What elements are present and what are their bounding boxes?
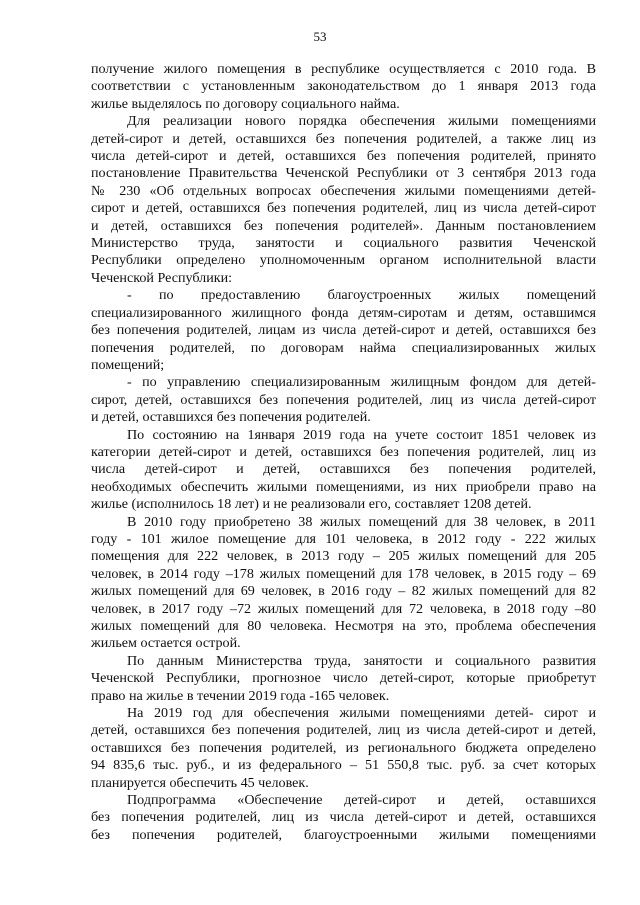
text-line: категории детей-сирот и детей, оставшихся без попечения родителей, лиц из [91, 443, 596, 460]
text-line: 94 835,6 тыс. руб., и из федерального – 51 550,8 тыс. руб. за счет которых [91, 757, 596, 774]
text-line: жилье (исполнилось 18 лет) и не реализовали его, составляет 1208 детей. [91, 496, 532, 513]
text-line: сирот, детей, оставшихся без попечения родителей, лиц из числа детей-сирот [91, 391, 596, 408]
text-line: попечения родителей, по договорам найма специализированных жилых [91, 339, 596, 356]
text-line: помещений; [91, 356, 165, 373]
text-line: числа детей-сирот и детей, оставшихся без попечения родителей, [91, 461, 596, 478]
text-line: постановление Правительства Чеченской Республики от 3 сентября 2013 года [91, 165, 596, 182]
text-line: Министерство труда, занятости и социального развития Чеченской [91, 235, 596, 252]
text-line: без попечения родителей, лиц из числа детей-сирот и детей, оставшихся [91, 809, 596, 826]
paragraph [91, 705, 596, 792]
text-line: оставшихся без попечения родителей, из регионального бюджета определено [91, 739, 596, 756]
text-line: специализированного жилищного фонда детям-сиротам и детям, оставшимся [91, 304, 596, 321]
text-line: В 2010 году приобретено 38 жилых помещений для 38 человек, в 2011 [127, 513, 596, 530]
text-line: человек, в 2014 году –178 жилых помещений для 178 человек, в 2015 году – 69 [91, 565, 596, 582]
document-body [91, 61, 596, 844]
text-line: жилых помещений для 69 человек, в 2016 году – 82 жилых помещений для 82 [91, 583, 596, 600]
text-line: № 230 «Об отдельных вопросах обеспечения жилыми помещениями детей- [91, 182, 596, 199]
text-line: помещения для 222 человек, в 2013 году – 205 жилых помещений для 205 [91, 548, 596, 565]
text-line: и детей, оставшихся без попечения родителей. [91, 409, 371, 426]
text-line: соответствии с установленным законодательством до 1 января 2013 года [91, 78, 596, 95]
paragraph [91, 113, 596, 287]
text-line: получение жилого помещения в республике осуществляется с 2010 года. В [91, 61, 596, 77]
text-line: детей, оставшихся без попечения родителей, лиц из числа детей-сирот и детей, [91, 722, 596, 739]
text-line: планируется обеспечить 45 человек. [91, 774, 309, 791]
text-line: жильем остается острой. [91, 635, 241, 652]
text-line: году - 101 жилое помещение для 101 человека, в 2012 году - 222 жилых [91, 530, 596, 547]
text-line: человек, в 2017 году –72 жилых помещений для 72 человека, в 2018 году –80 [91, 600, 596, 617]
paragraph [91, 653, 596, 705]
paragraph [91, 374, 596, 426]
text-line: Подпрограмма «Обеспечение детей-сирот и детей, оставшихся [127, 792, 596, 809]
paragraph [91, 514, 596, 653]
text-line: По данным Министерства труда, занятости и социального развития [127, 652, 596, 669]
text-line: На 2019 год для обеспечения жилыми помещениями детей- сирот и [127, 705, 596, 722]
text-line: Республики определено уполномоченным органом исполнительной власти [91, 252, 596, 269]
text-line: жилых помещений для 80 человека. Несмотря на это, проблема обеспечения [91, 618, 596, 634]
text-line: - по предоставлению благоустроенных жилых помещений [127, 287, 596, 304]
text-line: По состоянию на 1января 2019 года на учете состоит 1851 человек из [127, 426, 596, 443]
text-line: жилье выделялось по договору социального найма. [91, 95, 400, 112]
text-line: и детей, оставшихся без попечения родителей». Данным постановлением [91, 217, 596, 234]
text-line: необходимых обеспечить жилыми помещениями, из них приобрели право на [91, 478, 596, 495]
paragraph [91, 792, 596, 844]
text-line: сирот и детей, оставшихся без попечения родителей, лиц из числа детей-сирот [91, 200, 596, 217]
text-line: без попечения родителей, благоустроенными жилыми помещениями [91, 826, 596, 843]
paragraph [91, 61, 596, 113]
text-line: Чеченской Республики: [91, 269, 233, 286]
paragraph [91, 427, 596, 514]
text-line: право на жилье в течении 2019 года -165 человек. [91, 687, 390, 704]
page-number: 53 [313, 29, 327, 44]
text-line: Чеченской Республики, прогнозное число детей-сирот, которые приобретут [91, 670, 596, 687]
text-line: - по управлению специализированным жилищным фондом для детей- [127, 374, 596, 391]
text-line: числа детей-сирот и детей, оставшихся без попечения родителей, принято [91, 148, 596, 165]
text-line: без попечения родителей, лицам из числа детей-сирот и детей, оставшихся без [91, 322, 596, 339]
text-line: детей-сирот и детей, оставшихся без попечения родителей, а также лиц из [91, 130, 596, 147]
paragraph [91, 287, 596, 374]
text-line: Для реализации нового порядка обеспечения жилыми помещениями [127, 113, 596, 130]
